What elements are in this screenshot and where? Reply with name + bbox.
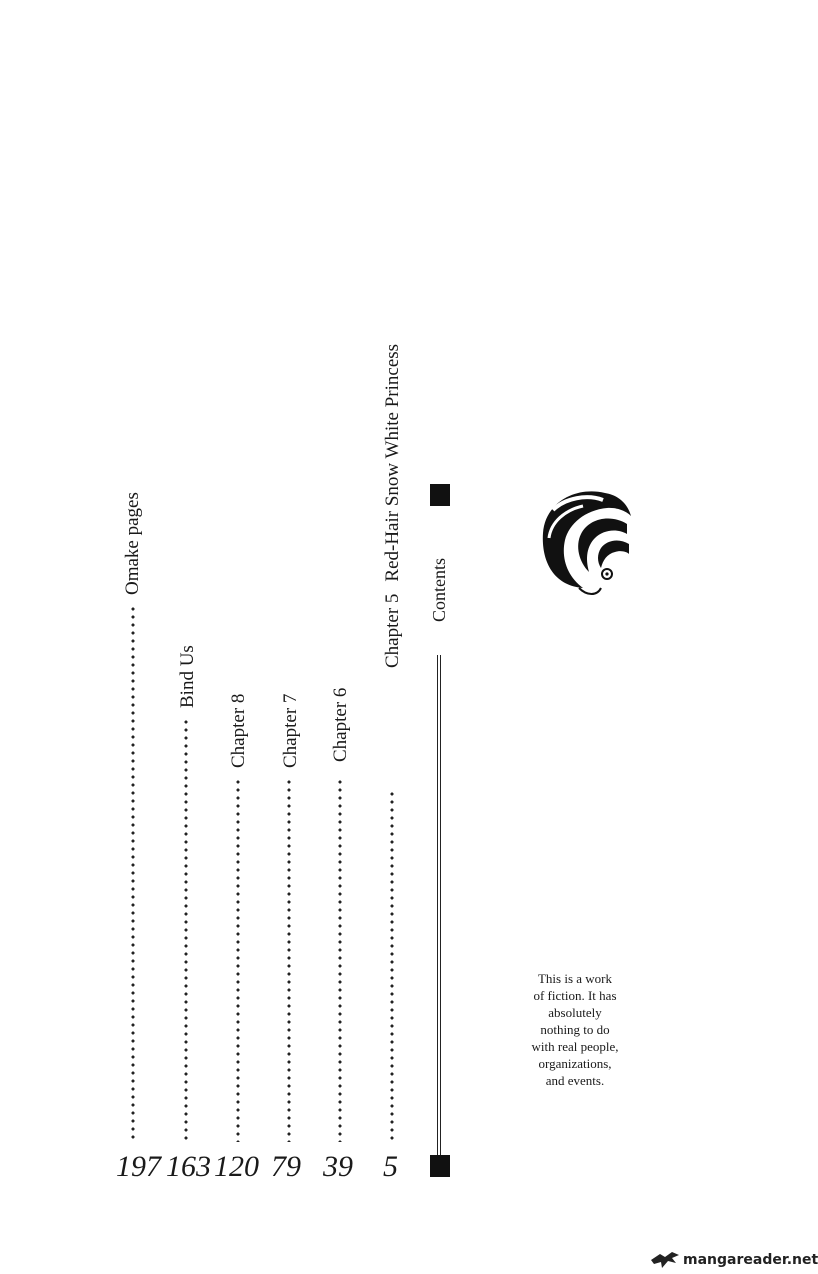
toc-entry-omake-pages-label: Omake pages (122, 492, 143, 595)
page-number-chapter-8: 120 (214, 1150, 259, 1183)
leader-dots-chapter-6 (338, 778, 342, 1142)
disclaimer-line: nothing to do (540, 1022, 610, 1037)
disclaimer-line: of fiction. It has (533, 988, 617, 1003)
watermark-text: mangareader.net (683, 1252, 818, 1268)
contents-top-square (430, 484, 450, 506)
toc-entry-chapter-7 (280, 694, 302, 768)
page-number-omake-pages: 197 (116, 1150, 161, 1183)
page-number-bind-us: 163 (166, 1150, 211, 1183)
toc-entry-chapter-8 (228, 694, 250, 768)
leader-dots-chapter-7 (287, 778, 291, 1142)
leader-dots-chapter-5 (390, 790, 394, 1142)
eagle-logo-icon (650, 1251, 680, 1269)
watermark (650, 1250, 818, 1270)
disclaimer-line: with real people, (531, 1039, 619, 1054)
page-number-chapter-5: 5 (383, 1150, 398, 1183)
contents-bottom-square (430, 1155, 450, 1177)
leader-dots-bind-us (184, 718, 188, 1142)
toc-entry-chapter-5-number: Chapter 5 (382, 593, 403, 668)
page-number-chapter-7: 79 (271, 1150, 301, 1183)
toc-entry-bind-us-label: Bind Us (177, 645, 198, 708)
toc-entry-chapter-6 (330, 688, 352, 762)
swirl-hair-emblem-icon (535, 488, 635, 598)
toc-entry-chapter-5 (382, 344, 404, 668)
toc-entry-chapter-7-label: Chapter 7 (280, 693, 301, 768)
leader-dots-chapter-8 (236, 778, 240, 1142)
toc-entry-bind-us (177, 645, 199, 708)
disclaimer-line: This is a work (537, 971, 613, 986)
toc-entry-omake-pages (122, 492, 144, 595)
page-number-chapter-6: 39 (323, 1150, 353, 1183)
toc-entry-chapter-5-title: Red-Hair Snow White Princess (382, 343, 403, 582)
contents-double-rule (437, 655, 441, 1155)
disclaimer-line: absolutely (548, 1005, 602, 1020)
disclaimer-line: organizations, (538, 1056, 612, 1071)
fiction-disclaimer (505, 970, 645, 1089)
toc-entry-chapter-6-label: Chapter 6 (330, 687, 351, 762)
disclaimer-line: and events. (545, 1073, 605, 1088)
toc-entry-chapter-8-label: Chapter 8 (228, 693, 249, 768)
leader-dots-omake-pages (131, 605, 135, 1142)
contents-heading: Contents (429, 557, 449, 622)
